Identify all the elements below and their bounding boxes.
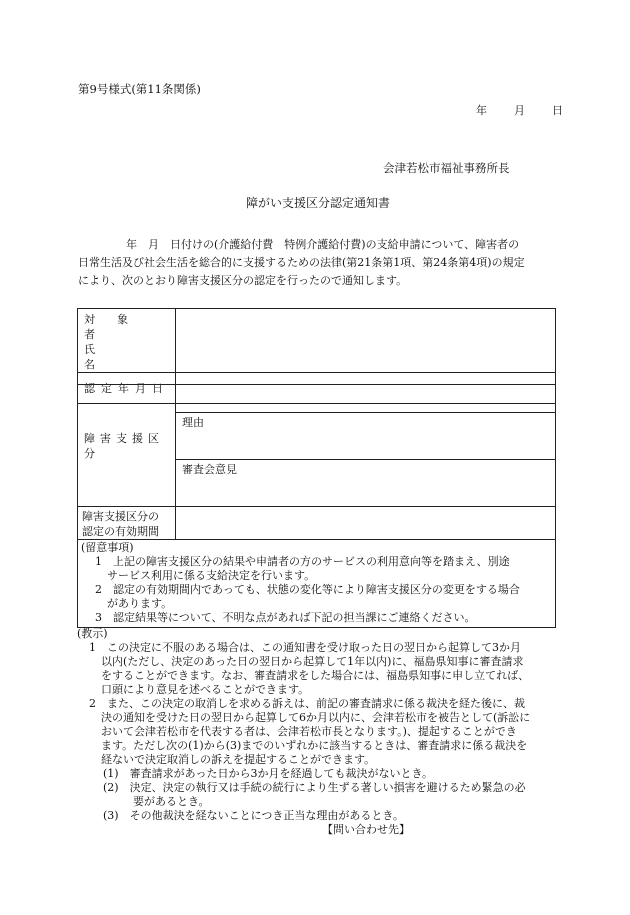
notes-cell [78, 540, 556, 628]
instruction-line: 2 また、この決定の取消しを求める訴えは、前記の審査請求に係る裁決を経た後に、裁 [89, 697, 525, 710]
validity-period-label: 障害支援区分の [82, 510, 159, 523]
instruction-subitem: (1) 審査請求があった日から3か月を経過しても裁決がないとき。 [103, 767, 434, 780]
date-line [476, 104, 563, 118]
form-number: 第9号様式(第11条関係) [78, 82, 201, 96]
validity-period-label-cell [78, 507, 176, 540]
reason-label: 理由 [182, 416, 204, 429]
intro-paragraph [78, 238, 525, 288]
instruction-line: 経ないで決定取消しの訴えを提起することができます。 [101, 753, 376, 766]
council-opinion-cell[interactable] [176, 460, 556, 507]
notes-heading: (留意事項) [81, 541, 134, 554]
instruction-line: ます。ただし次の(1)から(3)までのいずれかに該当するときは、審査請求に係る裁決を [101, 739, 528, 752]
instruction-line: 口頭により意見を述べることができます。 [101, 683, 310, 696]
instruction-subitem: 要があるとき。 [133, 795, 210, 808]
instruction-line: をすることができます。なお、審査請求をした場合には、福島県知事に申し立てれば、 [101, 669, 530, 682]
validity-period-label: 認定の有効期間 [82, 525, 159, 538]
document-title: 障がい支援区分認定通知書 [246, 196, 391, 210]
intro-line: 年 月 日付けの(介護給付費 特例介護給付費)の支給申請について、障害者の [126, 238, 520, 251]
recipient-label-cell [78, 309, 176, 373]
support-category-value[interactable] [176, 385, 556, 413]
validity-period-value[interactable] [176, 507, 556, 540]
support-category-label-cell [78, 385, 176, 507]
instruction-section [77, 627, 530, 823]
issuer: 会津若松市福祉事務所長 [383, 161, 510, 175]
intro-line: 日常生活及び社会生活を総合的に支援するための法律(第21条第1項、第24条第4項)の規定 [78, 256, 525, 269]
council-opinion-label: 審査会意見 [182, 463, 237, 476]
instruction-line: 以内(ただし、決定のあった日の翌日から起算して1年以内)に、福島県知事に審査請求 [101, 655, 524, 668]
date-day: 日 [552, 104, 563, 117]
instruction-heading: (教示) [77, 627, 108, 640]
notes-item: があります。 [107, 597, 173, 610]
contact-heading: 【問い合わせ先】 [322, 823, 410, 836]
instruction-subitem: (2) 決定、決定の執行又は手続の続行により生ずる著しい損害を避けるため緊急の必 [103, 781, 526, 794]
support-category-table [77, 384, 556, 628]
instruction-line: 1 この決定に不服のある場合は、この通知書を受け取った日の翌日から起算して3か月 [89, 641, 521, 654]
instruction-line: おいて会津若松市を代表する者は、会津若松市長となります。)、提起することができ [101, 725, 517, 738]
recipient-label: 対象者 [84, 313, 150, 341]
recipient-value[interactable] [176, 309, 556, 373]
reason-cell[interactable] [176, 413, 556, 460]
instruction-subitem: (3) その他裁決を経ないことにつき正当な理由があるとき。 [103, 809, 404, 822]
support-category-label: 障害支援区分 [84, 431, 164, 460]
instruction-line: 決の通知を受けた日の翌日から起算して6か月以内に、会津若松市を被告として(訴訟に [101, 711, 531, 724]
notes-item: サービス利用に係る支給決定を行います。 [107, 569, 316, 582]
date-month: 月 [514, 104, 525, 117]
notes-item: 1 上記の障害支援区分の結果や申請者の方のサービスの利用意向等を踏まえ、別途 [95, 555, 510, 568]
date-year: 年 [476, 104, 487, 117]
notes-item: 2 認定の有効期間内であっても、状態の変化等により障害支援区分の変更をする場合 [95, 583, 520, 596]
intro-line: により、次のとおり障害支援区分の認定を行ったので通知します。 [78, 274, 408, 287]
recipient-name-label: 氏名 [84, 343, 151, 371]
notes-item: 3 認定結果等について、不明な点があれば下記の担当課にご連絡ください。 [95, 611, 476, 624]
certification-date-label: 認定年月日 [84, 382, 169, 395]
